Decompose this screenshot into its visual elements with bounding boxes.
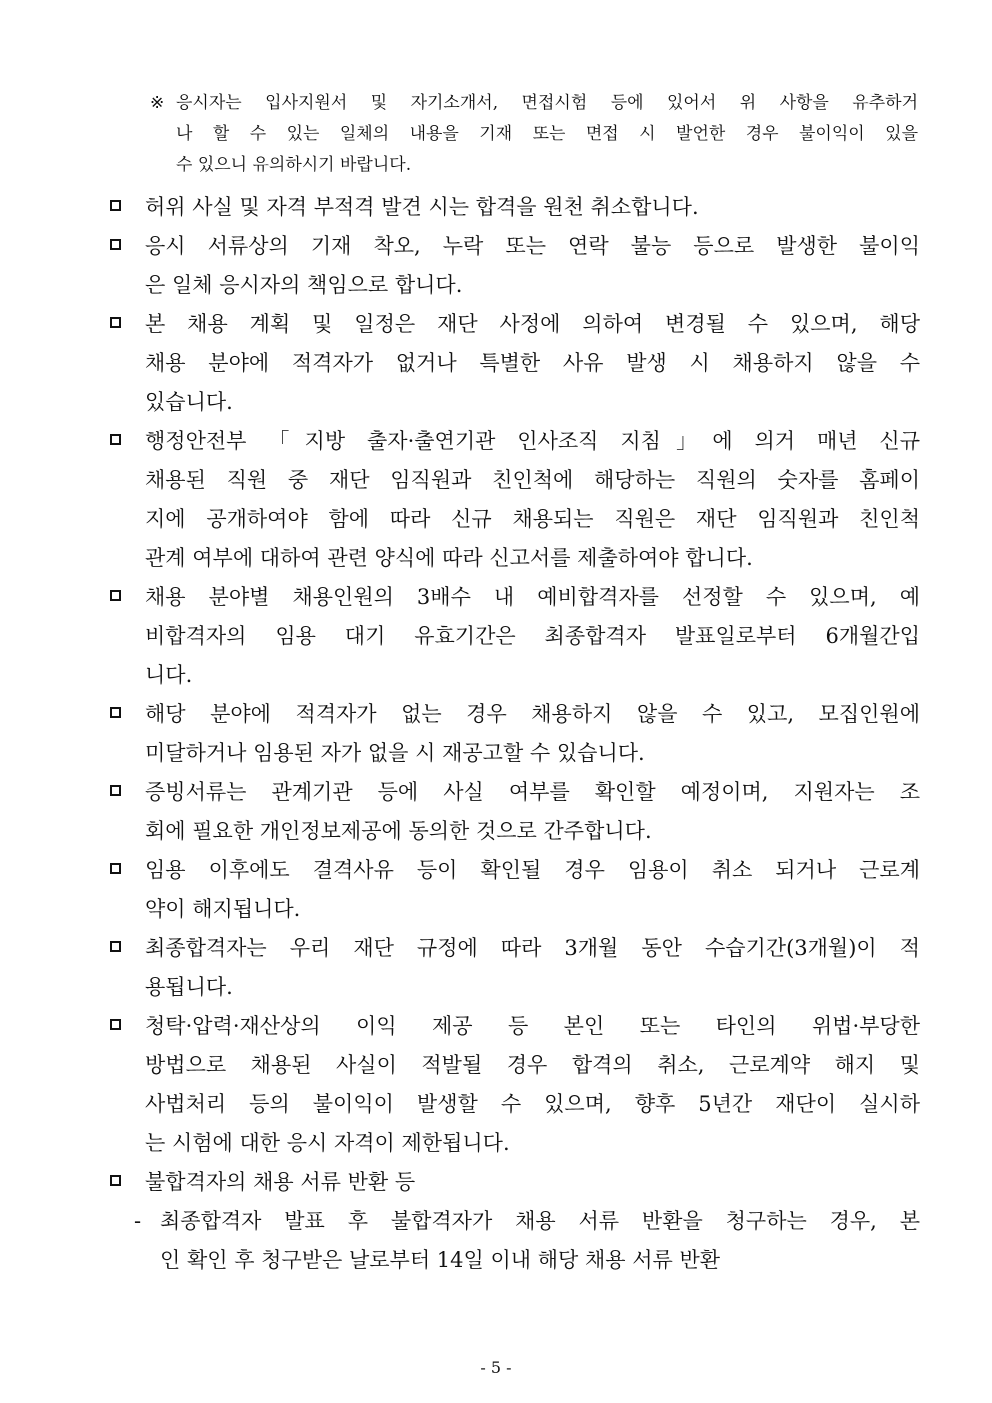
list-item xyxy=(110,1163,920,1202)
square-bullet-icon xyxy=(110,1019,121,1030)
item-line: 응시 서류상의 기재 착오, 누락 또는 연락 불능 등으로 발생한 불이익 xyxy=(145,234,920,258)
list-item xyxy=(110,578,920,695)
sub-item-line: 인 확인 후 청구받은 날로부터 14일 이내 해당 채용 서류 반환 xyxy=(160,1248,721,1272)
item-line: 채용 분야에 적격자가 없거나 특별한 사유 발생 시 채용하지 않을 수 xyxy=(145,351,920,375)
item-line: 채용된 직원 중 재단 임직원과 친인척에 해당하는 직원의 숫자를 홈페이 xyxy=(145,468,920,492)
item-line: 는 시험에 대한 응시 자격이 제한됩니다. xyxy=(145,1131,510,1155)
list-item xyxy=(110,227,920,305)
item-line: 청탁·압력·재산상의 이익 제공 등 본인 또는 타인의 위법·부당한 xyxy=(145,1014,920,1038)
item-line: 방법으로 채용된 사실이 적발될 경우 합격의 취소, 근로계약 해지 및 xyxy=(145,1053,920,1077)
list-item xyxy=(110,773,920,851)
note-line: 응시자는 입사지원서 및 자기소개서, 면접시험 등에 있어서 위 사항을 유추하거 xyxy=(176,93,918,113)
list-item xyxy=(110,188,920,227)
item-line: 있습니다. xyxy=(145,390,233,414)
square-bullet-icon xyxy=(110,707,121,718)
item-line: 허위 사실 및 자격 부적격 발견 시는 합격을 원천 취소합니다. xyxy=(145,195,699,219)
item-line: 비합격자의 임용 대기 유효기간은 최종합격자 발표일로부터 6개월간입 xyxy=(145,624,920,648)
list-item xyxy=(110,695,920,773)
sub-item-line: 최종합격자 발표 후 불합격자가 채용 서류 반환을 청구하는 경우, 본 xyxy=(160,1209,920,1233)
item-line: 지에 공개하여야 함에 따라 신규 채용되는 직원은 재단 임직원과 친인척 xyxy=(145,507,920,531)
square-bullet-icon xyxy=(110,785,121,796)
item-line: 임용 이후에도 결격사유 등이 확인될 경우 임용이 취소 되거나 근로계 xyxy=(145,858,920,882)
dash-bullet: - xyxy=(134,1209,142,1233)
page-number: - 5 - xyxy=(480,1358,512,1377)
square-bullet-icon xyxy=(110,239,121,250)
item-line: 불합격자의 채용 서류 반환 등 xyxy=(145,1170,416,1194)
item-line: 사법처리 등의 불이익이 발생할 수 있으며, 향후 5년간 재단이 실시하 xyxy=(145,1092,920,1116)
list-item xyxy=(110,1007,920,1163)
item-line: 증빙서류는 관계기관 등에 사실 여부를 확인할 예정이며, 지원자는 조 xyxy=(145,780,920,804)
item-line: 용됩니다. xyxy=(145,975,233,999)
item-line: 은 일체 응시자의 책임으로 합니다. xyxy=(145,273,463,297)
item-line: 니다. xyxy=(145,663,193,687)
item-line: 관계 여부에 대하여 관련 양식에 따라 신고서를 제출하여야 합니다. xyxy=(145,546,753,570)
reference-mark: ※ xyxy=(150,93,165,113)
item-line: 회에 필요한 개인정보제공에 동의한 것으로 간주합니다. xyxy=(145,819,652,843)
item-line: 최종합격자는 우리 재단 규정에 따라 3개월 동안 수습기간(3개월)이 적 xyxy=(145,936,920,960)
square-bullet-icon xyxy=(110,1175,121,1186)
square-bullet-icon xyxy=(110,317,121,328)
item-line: 채용 분야별 채용인원의 3배수 내 예비합격자를 선정할 수 있으며, 예 xyxy=(145,585,920,609)
square-bullet-icon xyxy=(110,434,121,445)
list-item xyxy=(110,929,920,1007)
square-bullet-icon xyxy=(110,941,121,952)
notice-list xyxy=(110,188,920,1280)
item-line: 본 채용 계획 및 일정은 재단 사정에 의하여 변경될 수 있으며, 해당 xyxy=(145,312,920,336)
item-line: 미달하거나 임용된 자가 없을 시 재공고할 수 있습니다. xyxy=(145,741,645,765)
item-line: 행정안전부 「지방 출자·출연기관 인사조직 지침」에 의거 매년 신규 xyxy=(145,429,920,453)
list-item xyxy=(110,851,920,929)
list-item xyxy=(110,422,920,578)
item-line: 해당 분야에 적격자가 없는 경우 채용하지 않을 수 있고, 모집인원에 xyxy=(145,702,920,726)
note-line: 나 할 수 있는 일체의 내용을 기재 또는 면접 시 발언한 경우 불이익이 있을 xyxy=(176,124,918,144)
note-line: 수 있으니 유의하시기 바랍니다. xyxy=(176,155,412,175)
square-bullet-icon xyxy=(110,200,121,211)
square-bullet-icon xyxy=(110,863,121,874)
square-bullet-icon xyxy=(110,590,121,601)
sub-item xyxy=(110,1202,920,1280)
item-line: 약이 해지됩니다. xyxy=(145,897,301,921)
notice-note xyxy=(150,88,918,181)
list-item xyxy=(110,305,920,422)
